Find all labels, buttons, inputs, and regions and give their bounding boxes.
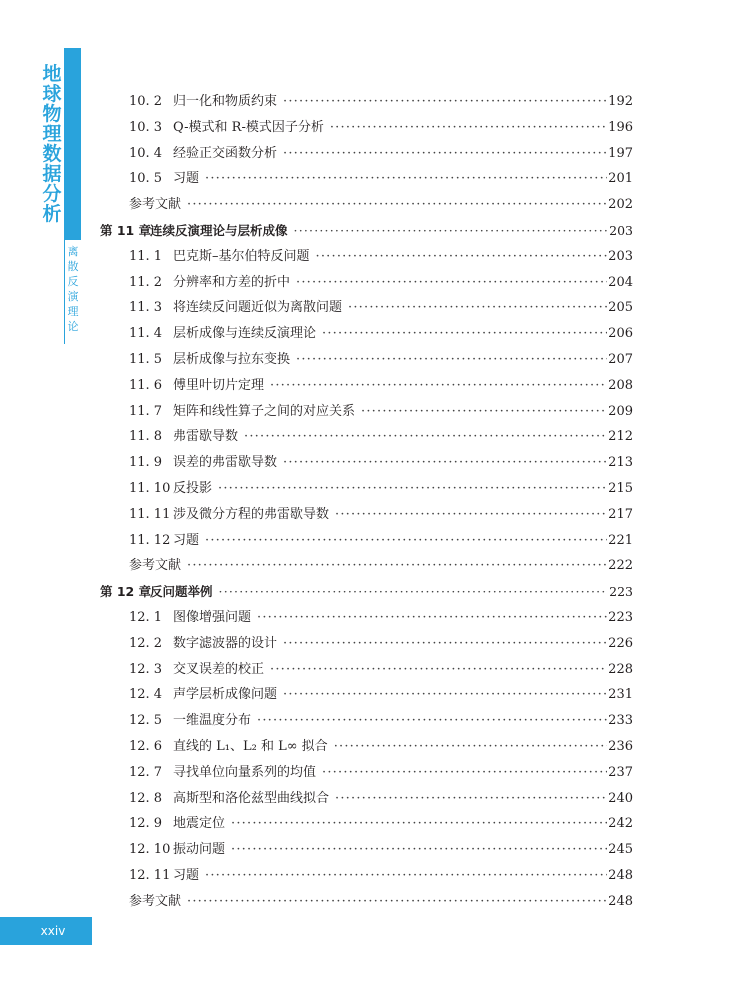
toc-entry-title: 傅里叶切片定理 [173, 377, 265, 393]
book-subtitle-char: 反 [67, 275, 79, 288]
toc-section-row[interactable] [100, 192, 633, 218]
toc-entry-number: 10. 3 [129, 119, 163, 135]
toc-section-row[interactable] [100, 424, 633, 450]
toc-dot-leader [205, 528, 607, 554]
toc-section-row[interactable] [100, 166, 633, 192]
toc-chapter-row[interactable] [100, 579, 633, 605]
toc-entry-title: 参考文献 [129, 893, 182, 909]
toc-section-row[interactable] [100, 837, 633, 863]
table-of-contents [100, 89, 633, 915]
book-title-char: 据 [42, 163, 62, 185]
toc-entry-number: 11. 10 [129, 480, 171, 496]
toc-entry-number: 12. 7 [129, 764, 163, 780]
toc-page-number: 213 [608, 455, 633, 471]
toc-section-row[interactable] [100, 295, 633, 321]
toc-page-number: 245 [608, 842, 633, 858]
toc-entry-number: 12. 4 [129, 687, 163, 703]
toc-entry-title: 习题 [173, 867, 200, 883]
toc-entry-title: 矩阵和线性算子之间的对应关系 [173, 403, 356, 419]
toc-page-number: 217 [608, 506, 633, 522]
toc-section-row[interactable] [100, 528, 633, 554]
toc-entry-title: 归一化和物质约束 [173, 94, 278, 109]
toc-entry-title: 习题 [173, 171, 200, 187]
toc-entry-number: 11. 8 [129, 429, 163, 445]
toc-entry-number: 第 11 章 [100, 222, 152, 238]
toc-page-number: 202 [608, 197, 633, 213]
toc-page-number: 203 [609, 222, 633, 238]
toc-entry-title: 地震定位 [173, 816, 226, 832]
toc-entry-title: 误差的弗雷歇导数 [173, 455, 278, 471]
toc-dot-leader [257, 708, 607, 734]
toc-dot-leader [187, 553, 607, 579]
toc-entry-number: 11. 6 [129, 377, 163, 393]
page-number: xxiv [40, 924, 66, 938]
toc-page-number: 221 [608, 532, 633, 548]
toc-dot-leader [322, 321, 607, 347]
page-number-box [0, 917, 92, 945]
toc-entry-title: 振动问题 [173, 842, 226, 858]
book-subtitle-vertical [66, 244, 80, 334]
toc-page-number: 223 [609, 584, 633, 600]
toc-dot-leader [283, 141, 607, 167]
book-subtitle-char: 论 [67, 320, 79, 333]
toc-section-row[interactable] [100, 734, 633, 760]
book-subtitle-char: 离 [67, 245, 79, 258]
toc-entry-title: 参考文献 [129, 197, 182, 213]
toc-dot-leader [205, 166, 607, 192]
toc-entry-title: 分辨率和方差的折中 [173, 274, 291, 290]
toc-page-number: 236 [608, 738, 633, 754]
side-divider-line [64, 238, 65, 344]
toc-page-number: 197 [608, 145, 633, 161]
toc-section-row[interactable] [100, 450, 633, 476]
toc-section-row[interactable] [100, 321, 633, 347]
toc-entry-number: 12. 10 [129, 842, 171, 858]
toc-entry-title: 反投影 [173, 480, 213, 496]
toc-page-number: 226 [608, 635, 633, 651]
toc-page-number: 240 [608, 790, 633, 806]
book-title-vertical [40, 64, 64, 224]
toc-page-number: 248 [608, 867, 633, 883]
toc-dot-leader [322, 760, 607, 786]
toc-page-number: 242 [608, 816, 633, 832]
toc-section-row[interactable] [100, 657, 633, 683]
book-title-char: 析 [42, 203, 62, 225]
toc-dot-leader [330, 115, 607, 141]
toc-dot-leader [335, 786, 607, 812]
toc-page-number: 203 [608, 248, 633, 264]
toc-section-row[interactable] [100, 502, 633, 528]
toc-dot-leader [348, 295, 607, 321]
toc-entry-number: 12. 1 [129, 609, 163, 625]
toc-page-number: 233 [608, 713, 633, 729]
toc-dot-leader [283, 631, 607, 657]
toc-page-number: 192 [608, 94, 633, 109]
toc-section-row[interactable] [100, 682, 633, 708]
book-title-char: 数 [42, 143, 62, 165]
toc-section-row[interactable] [100, 141, 633, 167]
toc-section-row[interactable] [100, 760, 633, 786]
toc-entry-title: 连续反演理论与层析成像 [150, 222, 288, 238]
toc-dot-leader [187, 889, 607, 915]
toc-dot-leader [205, 863, 607, 889]
book-title-char: 物 [42, 103, 62, 125]
toc-section-row[interactable] [100, 553, 633, 579]
toc-dot-leader [283, 450, 607, 476]
toc-dot-leader [361, 399, 607, 425]
toc-page-number: 212 [608, 429, 633, 445]
toc-page-number: 208 [608, 377, 633, 393]
toc-entry-title: 参考文献 [129, 558, 182, 574]
toc-entry-title: 寻找单位向量系列的均值 [173, 764, 317, 780]
toc-dot-leader [294, 218, 607, 244]
toc-section-row[interactable] [100, 270, 633, 296]
toc-dot-leader [231, 837, 607, 863]
toc-entry-title: 巴克斯–基尔伯特反问题 [173, 248, 310, 264]
toc-entry-title: 涉及微分方程的弗雷歇导数 [173, 506, 330, 522]
book-title-char: 理 [42, 123, 62, 145]
toc-page-number: 237 [608, 764, 633, 780]
toc-dot-leader [257, 605, 607, 631]
toc-entry-number: 10. 4 [129, 145, 163, 161]
toc-entry-number: 11. 11 [129, 506, 171, 522]
toc-entry-title: 层析成像与连续反演理论 [173, 326, 317, 342]
toc-entry-number: 11. 3 [129, 300, 163, 316]
toc-entry-title: 经验正交函数分析 [173, 145, 278, 161]
toc-entry-number: 10. 5 [129, 171, 163, 187]
toc-entry-number: 第 12 章 [100, 584, 152, 600]
toc-chapter-row[interactable] [100, 218, 633, 244]
book-title-char: 球 [42, 83, 62, 105]
toc-page-number: 205 [608, 300, 633, 316]
toc-dot-leader [296, 347, 607, 373]
toc-entry-number: 12. 2 [129, 635, 163, 651]
toc-entry-title: 将连续反问题近似为离散问题 [173, 300, 343, 316]
toc-dot-leader [244, 424, 607, 450]
toc-page-number: 207 [608, 351, 633, 367]
toc-page-number: 196 [608, 119, 633, 135]
toc-entry-number: 10. 2 [129, 94, 163, 109]
toc-page-number: 223 [608, 609, 633, 625]
book-subtitle-char: 理 [67, 305, 79, 318]
toc-entry-number: 11. 9 [129, 455, 163, 471]
toc-entry-number: 12. 8 [129, 790, 163, 806]
toc-section-row[interactable] [100, 889, 633, 915]
toc-entry-title: 图像增强问题 [173, 609, 252, 625]
toc-dot-leader [316, 244, 607, 270]
toc-entry-title: 数字滤波器的设计 [173, 635, 278, 651]
toc-entry-title: 高斯型和洛伦兹型曲线拟合 [173, 790, 330, 806]
toc-section-row[interactable] [100, 115, 633, 141]
toc-section-row[interactable] [100, 605, 633, 631]
toc-section-row[interactable] [100, 244, 633, 270]
toc-entry-number: 12. 5 [129, 713, 163, 729]
book-title-char: 地 [42, 63, 62, 85]
toc-entry-number: 11. 5 [129, 351, 163, 367]
toc-entry-title: 直线的 L₁、L₂ 和 L∞ 拟合 [173, 738, 328, 754]
toc-page-number: 204 [608, 274, 633, 290]
toc-page-number: 201 [608, 171, 633, 187]
toc-dot-leader [219, 579, 607, 605]
toc-section-row[interactable] [100, 89, 633, 115]
toc-entry-number: 12. 11 [129, 867, 171, 883]
toc-section-row[interactable] [100, 399, 633, 425]
toc-entry-number: 11. 12 [129, 532, 171, 548]
toc-section-row[interactable] [100, 708, 633, 734]
toc-page-number: 215 [608, 480, 633, 496]
toc-section-row[interactable] [100, 373, 633, 399]
toc-page-number: 222 [608, 558, 633, 574]
toc-page-number: 206 [608, 326, 633, 342]
toc-dot-leader [187, 192, 607, 218]
toc-section-row[interactable] [100, 476, 633, 502]
toc-entry-number: 11. 1 [129, 248, 163, 264]
toc-entry-title: 弗雷歇导数 [173, 429, 239, 445]
toc-section-row[interactable] [100, 786, 633, 812]
toc-dot-leader [334, 734, 607, 760]
book-subtitle-char: 演 [67, 290, 79, 303]
toc-page-number: 248 [608, 893, 633, 909]
toc-dot-leader [270, 657, 607, 683]
toc-entry-title: 声学层析成像问题 [173, 687, 278, 703]
toc-entry-title: 一维温度分布 [173, 713, 252, 729]
toc-entry-number: 11. 4 [129, 326, 163, 342]
toc-entry-number: 11. 2 [129, 274, 163, 290]
toc-entry-number: 12. 3 [129, 661, 163, 677]
toc-entry-title: Q-模式和 R-模式因子分析 [173, 119, 324, 135]
toc-section-row[interactable] [100, 863, 633, 889]
toc-dot-leader [218, 476, 607, 502]
toc-dot-leader [231, 811, 607, 837]
toc-section-row[interactable] [100, 347, 633, 373]
toc-dot-leader [283, 682, 607, 708]
book-title-char: 分 [42, 183, 62, 205]
toc-entry-title: 交叉误差的校正 [173, 661, 265, 677]
toc-dot-leader [335, 502, 607, 528]
toc-section-row[interactable] [100, 811, 633, 837]
toc-page-number: 231 [608, 687, 633, 703]
toc-entry-number: 12. 9 [129, 816, 163, 832]
toc-entry-title: 层析成像与拉东变换 [173, 351, 291, 367]
toc-page-number: 228 [608, 661, 633, 677]
toc-entry-number: 12. 6 [129, 738, 163, 754]
toc-entry-number: 11. 7 [129, 403, 163, 419]
toc-entry-title: 反问题举例 [150, 584, 213, 600]
side-accent-bar [64, 48, 81, 240]
toc-dot-leader [296, 270, 607, 296]
toc-section-row[interactable] [100, 631, 633, 657]
toc-entry-title: 习题 [173, 532, 200, 548]
toc-dot-leader [270, 373, 607, 399]
toc-page-number: 209 [608, 403, 633, 419]
book-subtitle-char: 散 [67, 260, 79, 273]
toc-dot-leader [283, 89, 607, 115]
